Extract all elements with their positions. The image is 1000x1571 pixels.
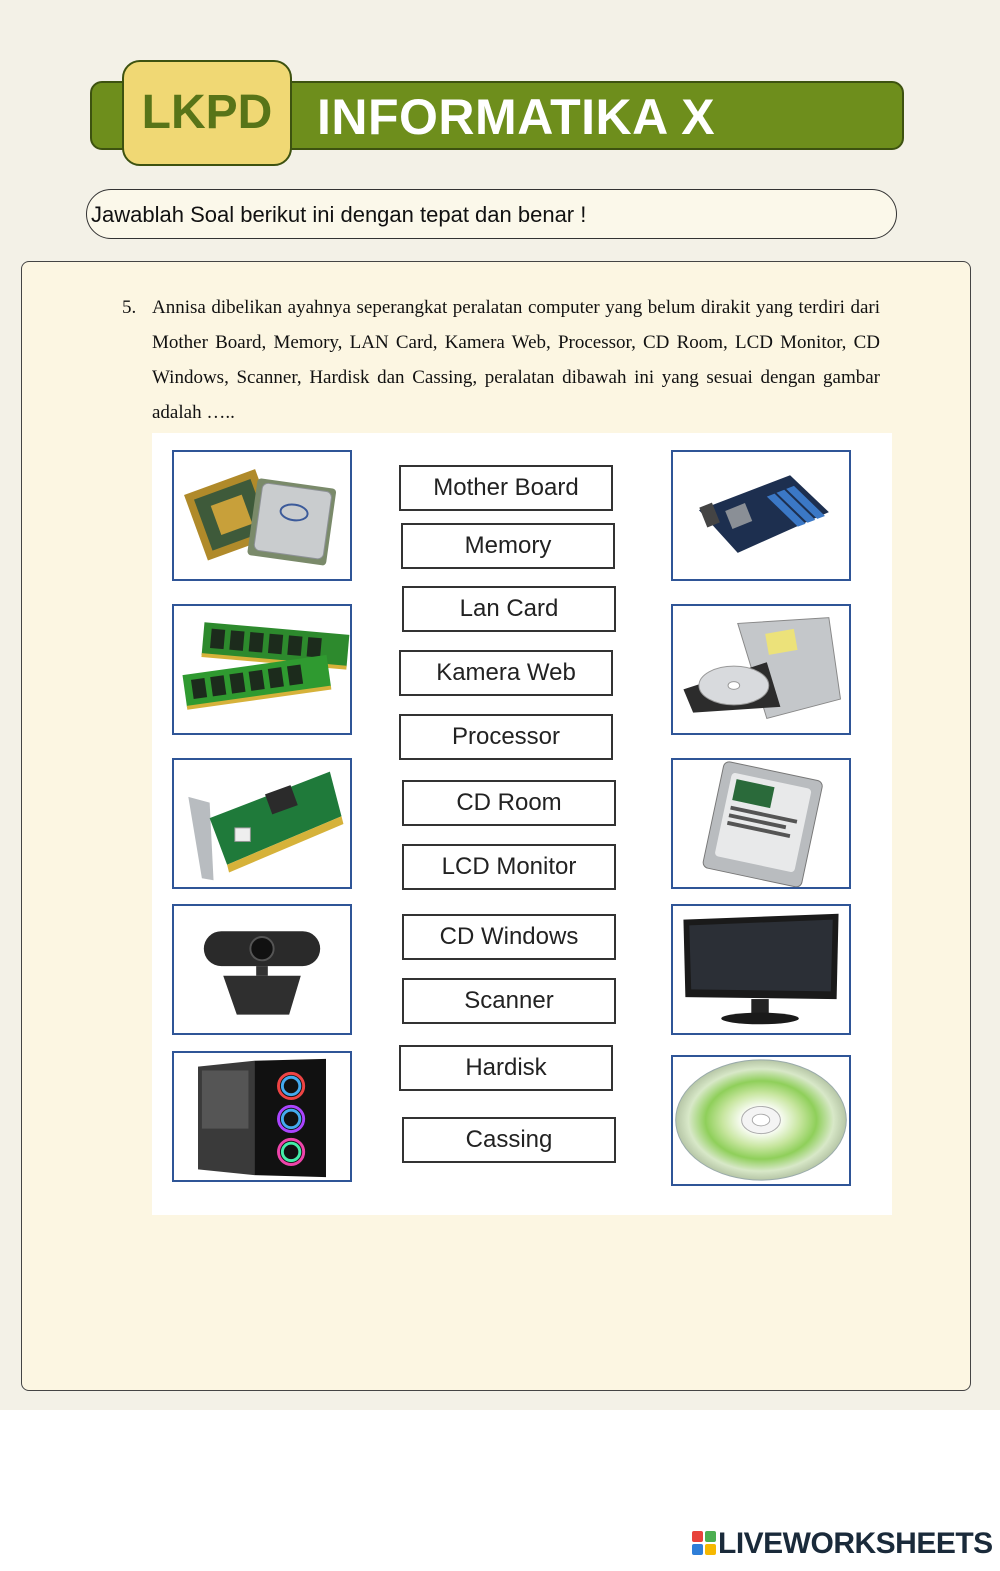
- option-cd-windows[interactable]: CD Windows: [402, 914, 616, 960]
- instruction-text: Jawablah Soal berikut ini dengan tepat dan benar !: [91, 202, 587, 227]
- lan-card-icon: [174, 760, 350, 887]
- option-lan-card[interactable]: Lan Card: [402, 586, 616, 632]
- memory-ram-icon: [174, 606, 350, 733]
- option-cd-room[interactable]: CD Room: [402, 780, 616, 826]
- memory-image[interactable]: [172, 604, 352, 735]
- liveworksheets-brand: LIVEWORKSHEETS: [718, 1527, 993, 1560]
- question: [122, 290, 880, 430]
- lcd-monitor-icon: [673, 906, 849, 1033]
- matching-panel: [152, 433, 892, 1215]
- lkpd-badge: [122, 60, 292, 166]
- webcam-image[interactable]: [172, 904, 352, 1035]
- question-text: Annisa dibelikan ayahnya seperangkat peralatan computer yang belum dirakit yang terdiri dari Mother Board, Memory, LAN Card, Kamera Web, Processor, CD Room, LCD Monitor, CD Windows, Scanner, Hardisk dan Cassing, peralatan dibawah ini yang sesuai dengan gambar adalah …..: [152, 297, 880, 423]
- motherboard-icon: [673, 452, 849, 579]
- option-memory[interactable]: Memory: [401, 523, 615, 569]
- hard-disk-icon: [673, 760, 849, 887]
- cd-disc-icon: [673, 1057, 849, 1184]
- option-mother-board[interactable]: Mother Board: [399, 465, 613, 511]
- cd-rom-drive-icon: [673, 606, 849, 733]
- option-kamera-web[interactable]: Kamera Web: [399, 650, 613, 696]
- liveworksheets-logo-icon: [692, 1531, 716, 1555]
- cd-rom-image[interactable]: [671, 604, 851, 735]
- hard-disk-image[interactable]: [671, 758, 851, 889]
- casing-image[interactable]: [172, 1051, 352, 1182]
- processor-image[interactable]: [172, 450, 352, 581]
- pc-casing-icon: [174, 1053, 350, 1180]
- question-card: [21, 261, 971, 1391]
- webcam-icon: [174, 906, 350, 1033]
- lan-card-image[interactable]: [172, 758, 352, 889]
- option-hardisk[interactable]: Hardisk: [399, 1045, 613, 1091]
- motherboard-image[interactable]: [671, 450, 851, 581]
- option-scanner[interactable]: Scanner: [402, 978, 616, 1024]
- page-title: INFORMATIKA X: [317, 89, 716, 145]
- option-cassing[interactable]: Cassing: [402, 1117, 616, 1163]
- lkpd-badge-label: LKPD: [141, 86, 273, 139]
- instruction-box: [86, 189, 897, 239]
- lcd-monitor-image[interactable]: [671, 904, 851, 1035]
- option-processor[interactable]: Processor: [399, 714, 613, 760]
- question-number: 5.: [122, 297, 137, 318]
- option-lcd-monitor[interactable]: LCD Monitor: [402, 844, 616, 890]
- cd-disc-image[interactable]: [671, 1055, 851, 1186]
- processor-icon: [174, 452, 350, 579]
